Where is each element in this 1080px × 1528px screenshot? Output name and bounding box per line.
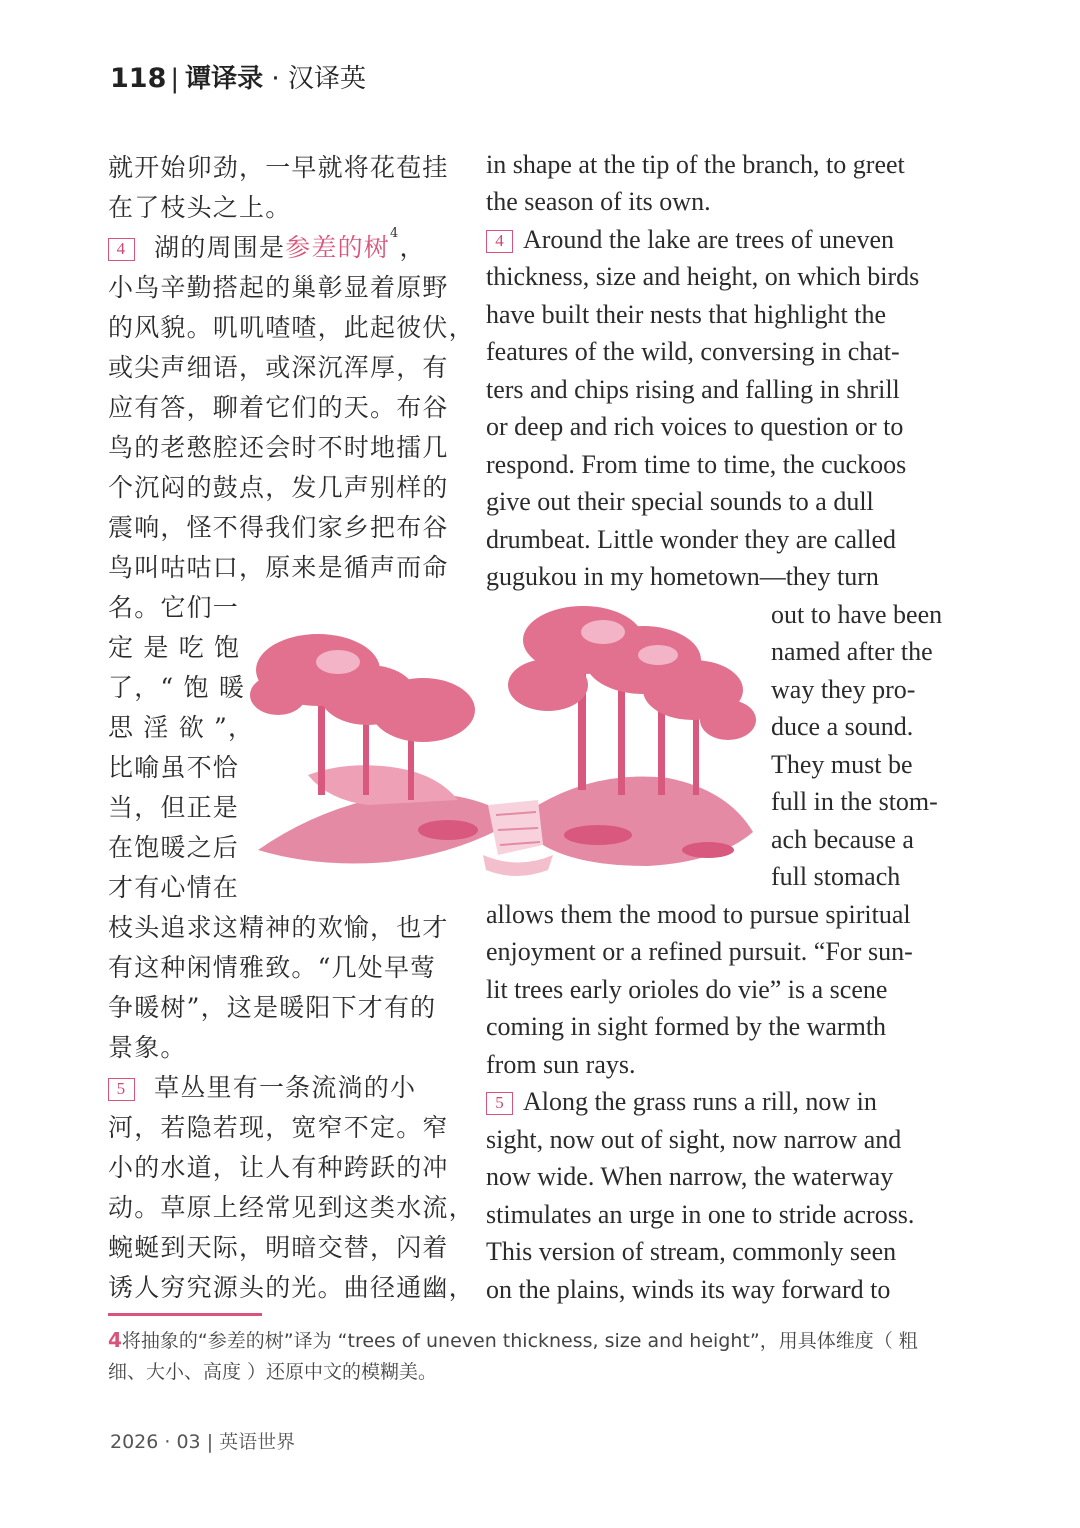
- cn-line: 了，“ 饱 暖: [108, 673, 246, 702]
- en-line: This version of stream, commonly seen: [486, 1237, 897, 1266]
- en-line: on the plains, winds its way forward to: [486, 1275, 891, 1304]
- issue-number: 2026 · 03: [110, 1431, 201, 1453]
- en-line: lit trees early orioles do vie” is a scene: [486, 975, 888, 1004]
- en-line: respond. From time to time, the cuckoos: [486, 450, 907, 479]
- cn-line: 个沉闷的鼓点，发几声别样的: [108, 473, 449, 502]
- page-footer: 2026 · 03 | 英语世界: [110, 1431, 296, 1453]
- column-subtitle: · 汉译英: [271, 64, 366, 94]
- cn-line: 争暖树”，这是暖阳下才有的: [108, 993, 437, 1022]
- cn-line: 的风貌。叽叽喳喳，此起彼伏，: [108, 313, 475, 342]
- en-line: or deep and rich voices to question or to: [486, 412, 904, 441]
- cn-line: 应有答，聊着它们的天。布谷: [108, 393, 449, 422]
- en-line: from sun rays.: [486, 1050, 636, 1079]
- en-line: They must be: [771, 750, 913, 779]
- en-line: way they pro-: [771, 675, 916, 704]
- en-line: 4 Around the lake are trees of uneven: [486, 225, 894, 255]
- cn-line: 有这种闲情雅致。“几处早莺: [108, 953, 437, 982]
- footnote-divider: [108, 1313, 262, 1316]
- footnote-line-1: 4将抽象的“参差的树”译为 “trees of uneven thickness, size and height”，用具体维度（ 粗: [108, 1328, 918, 1352]
- cn-line: 动。草原上经常见到这类水流，: [108, 1193, 475, 1222]
- cn-line: 蜿蜒到天际，明暗交替，闪着: [108, 1233, 449, 1262]
- en-line: drumbeat. Little wonder they are called: [486, 525, 897, 554]
- page-header: 118 | 谭译录 · 汉译英: [110, 63, 366, 94]
- cn-line: 小鸟辛勤搭起的巢彰显着原野: [108, 273, 449, 302]
- en-line: full in the stom-: [771, 787, 938, 816]
- cn-line: 诱人穷究源头的光。曲径通幽，: [108, 1273, 475, 1302]
- en-line: sight, now out of sight, now narrow and: [486, 1125, 902, 1154]
- en-line: give out their special sounds to a dull: [486, 487, 874, 516]
- highlighted-term: 参差的树: [285, 233, 390, 262]
- en-line: in shape at the tip of the branch, to greet: [486, 150, 905, 179]
- page-number: 118: [110, 63, 167, 94]
- cn-line: 思 淫 欲 ”，: [108, 713, 255, 742]
- paragraph-marker-4-en: 4: [486, 230, 513, 253]
- cn-line: 才有心情在: [108, 873, 240, 902]
- en-line: 5 Along the grass runs a rill, now in: [486, 1087, 877, 1117]
- paragraph-marker-5: 5: [108, 1078, 135, 1101]
- column-title: 谭译录: [185, 64, 264, 94]
- en-line: now wide. When narrow, the waterway: [486, 1162, 894, 1191]
- footnote-ref[interactable]: 4: [389, 226, 400, 241]
- en-line: stimulates an urge in one to stride across.: [486, 1200, 915, 1229]
- cn-line: 震响，怪不得我们家乡把布谷: [108, 513, 449, 542]
- cn-line: 小的水道，让人有种跨跃的冲: [108, 1153, 449, 1182]
- en-line: enjoyment or a refined pursuit. “For sun-: [486, 937, 913, 966]
- en-line: named after the: [771, 637, 933, 666]
- en-line: ters and chips rising and falling in shrill: [486, 375, 900, 404]
- en-line: duce a sound.: [771, 712, 914, 741]
- cn-line: 就开始卯劲，一早就将花苞挂: [108, 153, 449, 182]
- en-line: have built their nests that highlight the: [486, 300, 887, 329]
- cn-line: 在饱暖之后: [108, 833, 240, 862]
- cn-line: 鸟的老憨腔还会时不时地擂几: [108, 433, 449, 462]
- pink-trees-waterfall-illustration: [248, 600, 760, 885]
- footnote-line-2: 细、大小、高度 ）还原中文的模糊美。: [108, 1361, 438, 1383]
- en-line: thickness, size and height, on which birds: [486, 262, 920, 291]
- cn-line: 4 湖的周围是参差的树$^4$，: [108, 228, 426, 264]
- en-line: coming in sight formed by the warmth: [486, 1012, 887, 1041]
- cn-line: 枝头追求这精神的欢愉，也才: [108, 913, 449, 942]
- cn-line: 鸟叫咕咕口，原来是循声而命: [108, 553, 449, 582]
- cn-line: 当，但正是: [108, 793, 240, 822]
- en-line: out to have been: [771, 600, 943, 629]
- en-line: allows them the mood to pursue spiritual: [486, 900, 911, 929]
- en-line: ach because a: [771, 825, 914, 854]
- cn-line: 景象。: [108, 1033, 187, 1062]
- magazine-name: 英语世界: [219, 1431, 296, 1453]
- cn-line: 比喻虽不恰: [108, 753, 240, 782]
- paragraph-marker-5-en: 5: [486, 1092, 513, 1115]
- cn-line: 5 草丛里有一条流淌的小: [108, 1068, 416, 1104]
- en-line: full stomach: [771, 862, 901, 891]
- en-line: the season of its own.: [486, 187, 711, 216]
- en-line: gugukou in my hometown—they turn: [486, 562, 879, 591]
- cn-line: 在了枝头之上。: [108, 193, 292, 222]
- en-line: features of the wild, conversing in chat-: [486, 337, 900, 366]
- cn-line: 名。它们一: [108, 593, 240, 622]
- paragraph-marker-4: 4: [108, 238, 135, 261]
- footnote-number: 4: [108, 1328, 122, 1352]
- cn-line: 定 是 吃 饱: [108, 633, 241, 662]
- cn-line: 或尖声细语，或深沉浑厚，有: [108, 353, 449, 382]
- cn-line: 河，若隐若现，宽窄不定。窄: [108, 1113, 449, 1142]
